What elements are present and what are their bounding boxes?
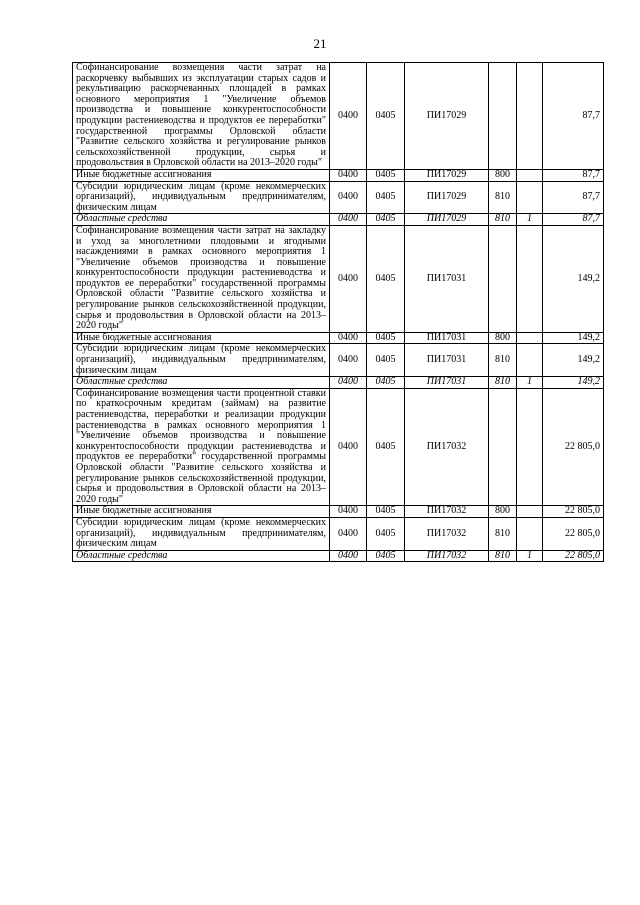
- section-code: 0400: [330, 181, 367, 214]
- expense-type-code: [489, 63, 517, 170]
- row-name: Субсидии юридическим лицам (кроме некоммерческих организаций), индивидуальным предпринимателям, физическим лицам: [73, 181, 330, 214]
- table-row: [73, 332, 604, 344]
- expense-type-code: 810: [489, 550, 517, 562]
- amount: 87,7: [543, 181, 604, 214]
- target-article-code: ПИ17031: [405, 377, 489, 389]
- section-code: 0400: [330, 344, 367, 377]
- table-row: [73, 506, 604, 518]
- table-row: [73, 225, 604, 332]
- budget-table: [72, 62, 604, 562]
- funding-source-code: 1: [517, 550, 543, 562]
- table-row: [73, 517, 604, 550]
- subsection-code: 0405: [367, 506, 405, 518]
- amount: 149,2: [543, 332, 604, 344]
- subsection-code: 0405: [367, 181, 405, 214]
- expense-type-code: 810: [489, 344, 517, 377]
- funding-source-code: [517, 517, 543, 550]
- row-name: Софинансирование возмещения части процентной ставки по краткосрочным кредитам (займам) на развитие растениеводства, переработки и реализации продукции растениеводства в рамках основного мероприятия 1 "Увеличение объемов производства и повышение конкурентоспособности продукции растениеводства и продуктов ее переработки" государственной программы Орловской области "Развитие сельского хозяйства и регулирование рынков сельскохозяйственной продукции, сырья и продовольствия в Орловской области на 2013–2020 годы": [73, 388, 330, 506]
- funding-source-code: [517, 344, 543, 377]
- section-code: 0400: [330, 377, 367, 389]
- subsection-code: 0405: [367, 344, 405, 377]
- target-article-code: ПИ17031: [405, 332, 489, 344]
- section-code: 0400: [330, 506, 367, 518]
- subsection-code: 0405: [367, 332, 405, 344]
- amount: 149,2: [543, 377, 604, 389]
- amount: 22 805,0: [543, 506, 604, 518]
- subsection-code: 0405: [367, 63, 405, 170]
- expense-type-code: 810: [489, 214, 517, 226]
- table-row: [73, 181, 604, 214]
- funding-source-code: [517, 388, 543, 506]
- funding-source-code: [517, 63, 543, 170]
- table-row: [73, 344, 604, 377]
- amount: 87,7: [543, 169, 604, 181]
- expense-type-code: 810: [489, 181, 517, 214]
- row-name: Областные средства: [73, 550, 330, 562]
- target-article-code: ПИ17031: [405, 225, 489, 332]
- subsection-code: 0405: [367, 517, 405, 550]
- row-name: Областные средства: [73, 214, 330, 226]
- amount: 22 805,0: [543, 550, 604, 562]
- subsection-code: 0405: [367, 377, 405, 389]
- expense-type-code: 810: [489, 517, 517, 550]
- expense-type-code: 800: [489, 169, 517, 181]
- row-name: Субсидии юридическим лицам (кроме некоммерческих организаций), индивидуальным предпринимателям, физическим лицам: [73, 517, 330, 550]
- target-article-code: ПИ17031: [405, 344, 489, 377]
- subsection-code: 0405: [367, 388, 405, 506]
- expense-type-code: 800: [489, 332, 517, 344]
- section-code: 0400: [330, 388, 367, 506]
- expense-type-code: [489, 388, 517, 506]
- row-name: Иные бюджетные ассигнования: [73, 332, 330, 344]
- table-row: [73, 63, 604, 170]
- table-row: [73, 388, 604, 506]
- amount: 149,2: [543, 344, 604, 377]
- row-name: Иные бюджетные ассигнования: [73, 169, 330, 181]
- row-name: Софинансирование возмещения части затрат на раскорчевку выбывших из эксплуатации старых садов и рекультивацию раскорчеванных площадей в рамках основного мероприятия 1 "Увеличение объемов производства и повышение конкурентоспособности продукции растениеводства и продуктов ее переработки" государственной программы Орловской области "Развитие сельского хозяйства и регулирование рынков сельскохозяйственной продукции, сырья и продовольствия в Орловской области на 2013–2020 годы": [73, 63, 330, 170]
- expense-type-code: 800: [489, 506, 517, 518]
- amount: 87,7: [543, 214, 604, 226]
- target-article-code: ПИ17029: [405, 214, 489, 226]
- section-code: 0400: [330, 332, 367, 344]
- target-article-code: ПИ17032: [405, 550, 489, 562]
- funding-source-code: [517, 181, 543, 214]
- page-number: 21: [313, 36, 327, 51]
- row-name: Субсидии юридическим лицам (кроме некоммерческих организаций), индивидуальным предпринимателям, физическим лицам: [73, 344, 330, 377]
- row-name: Софинансирование возмещения части затрат на закладку и уход за многолетними плодовыми и ягодными насаждениями в рамках основного мероприятия 1 "Увеличение объемов производства и повышение конкурентоспособности продукции растениеводства и продуктов ее переработки" государственной программы Орловской области "Развитие сельского хозяйства и регулирование рынков сельскохозяйственной продукции, сырья и продовольствия в Орловской области на 2013–2020 годы": [73, 225, 330, 332]
- table-row: [73, 377, 604, 389]
- funding-source-code: [517, 506, 543, 518]
- target-article-code: ПИ17032: [405, 517, 489, 550]
- section-code: 0400: [330, 169, 367, 181]
- section-code: 0400: [330, 214, 367, 226]
- row-name: Иные бюджетные ассигнования: [73, 506, 330, 518]
- amount: 22 805,0: [543, 388, 604, 506]
- funding-source-code: [517, 225, 543, 332]
- expense-type-code: [489, 225, 517, 332]
- target-article-code: ПИ17029: [405, 169, 489, 181]
- row-name: Областные средства: [73, 377, 330, 389]
- funding-source-code: [517, 332, 543, 344]
- table-row: [73, 214, 604, 226]
- funding-source-code: 1: [517, 377, 543, 389]
- target-article-code: ПИ17029: [405, 181, 489, 214]
- amount: 22 805,0: [543, 517, 604, 550]
- funding-source-code: 1: [517, 214, 543, 226]
- subsection-code: 0405: [367, 550, 405, 562]
- subsection-code: 0405: [367, 169, 405, 181]
- section-code: 0400: [330, 517, 367, 550]
- target-article-code: ПИ17029: [405, 63, 489, 170]
- target-article-code: ПИ17032: [405, 506, 489, 518]
- section-code: 0400: [330, 550, 367, 562]
- section-code: 0400: [330, 63, 367, 170]
- amount: 149,2: [543, 225, 604, 332]
- section-code: 0400: [330, 225, 367, 332]
- target-article-code: ПИ17032: [405, 388, 489, 506]
- table-row: [73, 169, 604, 181]
- funding-source-code: [517, 169, 543, 181]
- amount: 87,7: [543, 63, 604, 170]
- subsection-code: 0405: [367, 214, 405, 226]
- expense-type-code: 810: [489, 377, 517, 389]
- subsection-code: 0405: [367, 225, 405, 332]
- table-row: [73, 550, 604, 562]
